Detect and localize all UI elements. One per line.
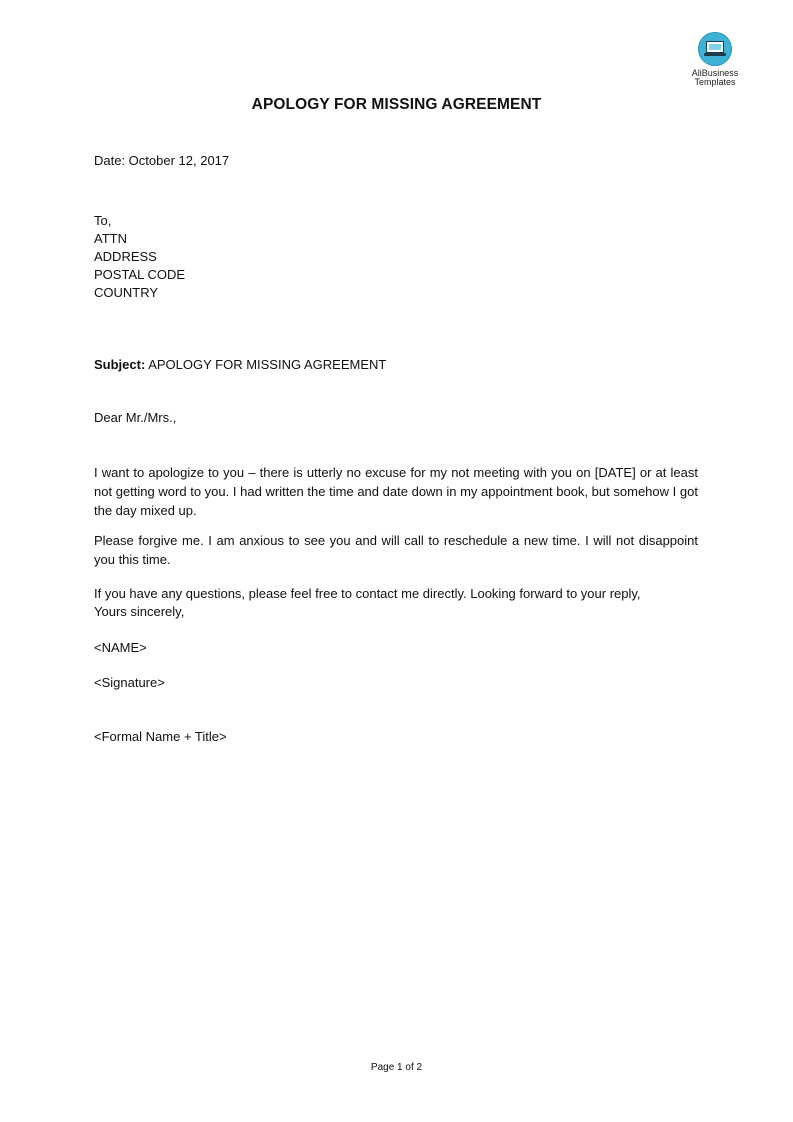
recipient-to: To,	[94, 213, 112, 228]
recipient-address: ADDRESS	[94, 249, 157, 264]
signature-name: <NAME>	[94, 640, 147, 655]
logo-text-line2: Templates	[694, 77, 736, 87]
salutation: Dear Mr./Mrs.,	[94, 410, 177, 425]
recipient-postal-code: POSTAL CODE	[94, 267, 186, 282]
formal-name-title: <Formal Name + Title>	[94, 729, 227, 744]
page-number-footer: Page 1 of 2	[370, 1062, 423, 1073]
subject-line	[94, 356, 386, 374]
signature-placeholder: <Signature>	[94, 675, 165, 690]
document-title: APOLOGY FOR MISSING AGREEMENT	[251, 96, 542, 113]
brand-logo	[680, 32, 750, 87]
logo-text-line1: AliBusiness	[691, 68, 739, 78]
recipient-attn: ATTN	[94, 231, 127, 246]
date-line: Date: October 12, 2017	[94, 153, 230, 168]
subject-label: Subject:	[94, 357, 146, 372]
body-paragraph-1: I want to apologize to you – there is utterly no excuse for my not meeting with you on [DATE] or at least not getting word to you. I had written the time and date down in my appointment book, but somehow I got the day mixed up.	[94, 465, 698, 518]
body-paragraph-3: If you have any questions, please feel free to contact me directly. Looking forward to your reply,	[94, 586, 641, 601]
recipient-country: COUNTRY	[94, 285, 159, 300]
laptop-icon	[698, 32, 732, 66]
closing-line: Yours sincerely,	[94, 604, 185, 619]
body-paragraph-2: Please forgive me. I am anxious to see you and will call to reschedule a new time. I will not disappoint you this time.	[94, 533, 698, 567]
subject-text: APOLOGY FOR MISSING AGREEMENT	[145, 357, 387, 372]
